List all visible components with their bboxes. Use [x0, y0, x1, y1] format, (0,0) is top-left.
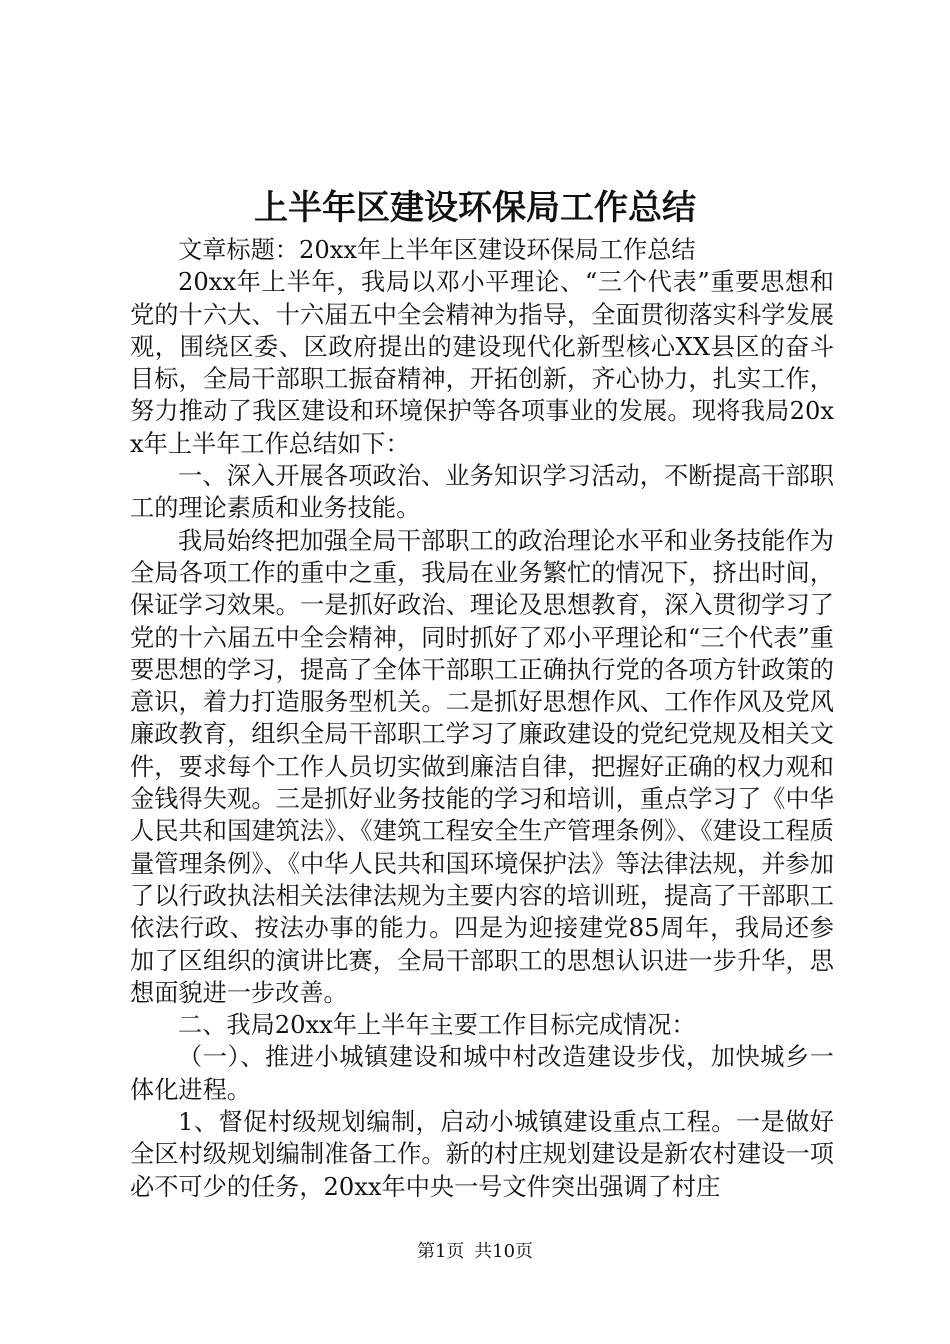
page-footer [0, 1240, 950, 1264]
paragraph-item-1: 1、督促村级规划编制，启动小城镇建设重点工程。一是做好全区村级规划编制准备工作。新的村庄规划建设是新农村建设一项必不可少的任务，20xx年中央一号文件突出强调了村庄 [130, 1108, 834, 1201]
page-number: 第1页 [416, 1241, 465, 1262]
document-body [130, 234, 834, 1203]
paragraph-section-2-heading: 二、我局20xx年上半年主要工作目标完成情况： [178, 1011, 696, 1040]
paragraph-article-title: 文章标题：20xx年上半年区建设环保局工作总结 [178, 236, 696, 264]
document-title: 上半年区建设环保局工作总结 [254, 188, 696, 228]
page-total: 共10页 [474, 1241, 534, 1262]
paragraph-subsection-1-heading: （一）、推进小城镇建设和城中村改造建设步伐，加快城乡一体化进程。 [130, 1043, 834, 1104]
paragraph-section-1-heading: 一、深入开展各项政治、业务知识学习活动，不断提高干部职工的理论素质和业务技能。 [130, 462, 834, 523]
paragraph-section-1-body: 我局始终把加强全局干部职工的政治理论水平和业务技能作为全局各项工作的重中之重，我局在业务繁忙的情况下，挤出时间，保证学习效果。一是抓好政治、理论及思想教育，深入贯彻学习了党的十六届五中全会精神，同时抓好了邓小平理论和“三个代表”重要思想的学习，提高了全体干部职工正确执行党的各项方针政策的意识，着力打造服务型机关。二是抓好思想作风、工作作风及党风廉政教育，组织全局干部职工学习了廉政建设的党纪党规及相关文件，要求每个工作人员切实做到廉洁自律，把握好正确的权力观和金钱得失观。三是抓好业务技能的学习和培训，重点学习了《中华人民共和国建筑法》、《建筑工程安全生产管理条例》、《建设工程质量管理条例》、《中华人民共和国环境保护法》等法律法规，并参加了以行政执法相关法律法规为主要内容的培训班，提高了干部职工依法行政、按法办事的能力。四是为迎接建党85周年，我局还参加了区组织的演讲比赛，全局干部职工的思想认识进一步升华，思想面貌进一步改善。 [130, 526, 834, 1007]
paragraph-intro: 20xx年上半年，我局以邓小平理论、“三个代表”重要思想和党的十六大、十六届五中全会精神为指导，全面贯彻落实科学发展观，围绕区委、区政府提出的建设现代化新型核心XX县区的奋斗目标，全局干部职工振奋精神，开拓创新，齐心协力，扎实工作，努力推动了我区建设和环境保护等各项事业的发展。现将我局20xx年上半年工作总结如下： [130, 268, 834, 458]
